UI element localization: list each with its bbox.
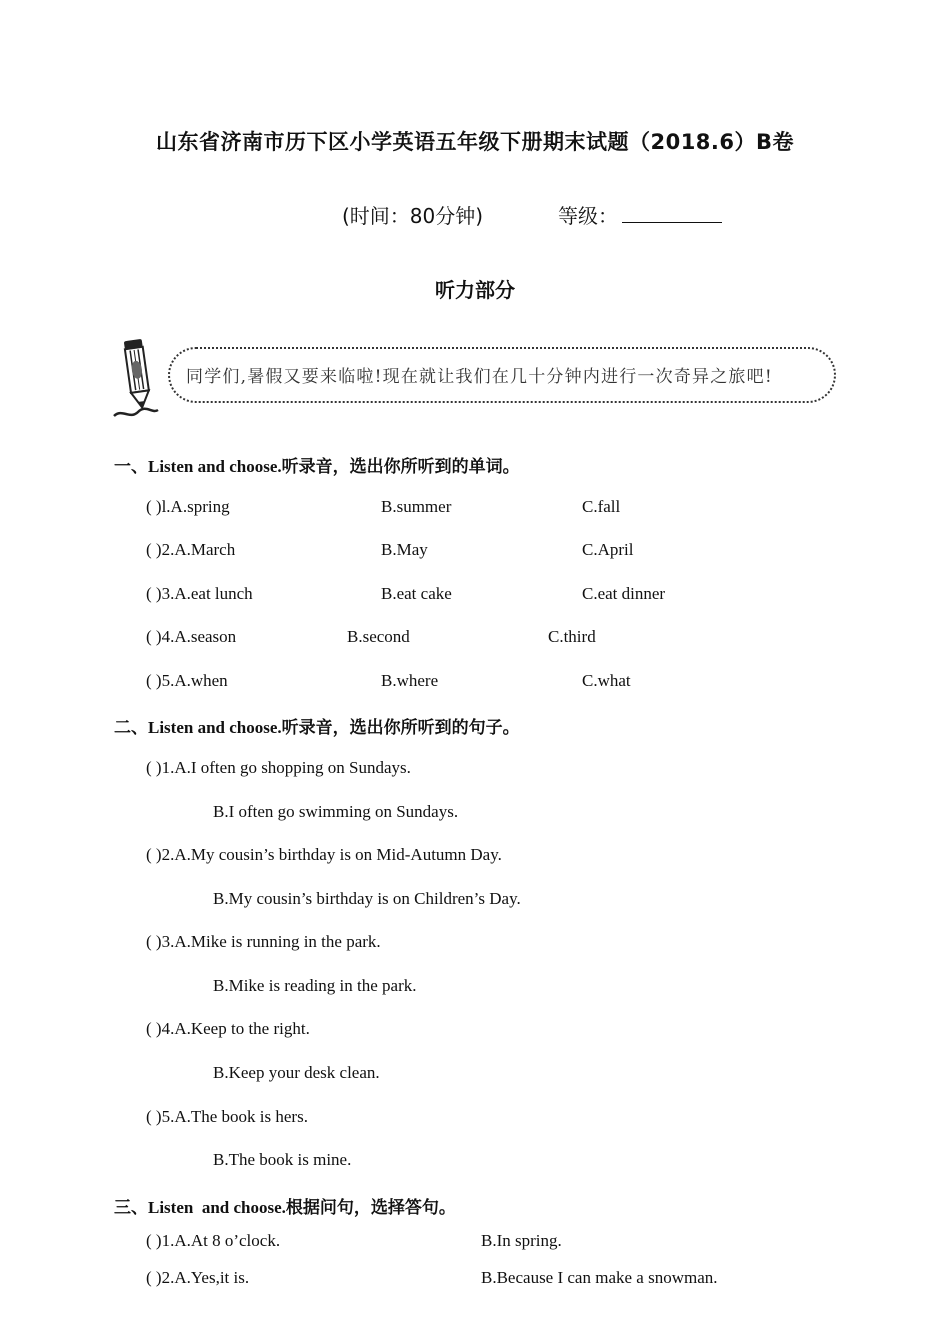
s1-q1-b: B.summer xyxy=(381,497,452,516)
section1-en: Listen and choose. xyxy=(148,457,282,476)
s2-q2-b: B.My cousin’s birthday is on Children’s Day. xyxy=(213,889,521,908)
s2-q3-a: ( )3.A.Mike is running in the park. xyxy=(146,932,381,951)
s1-q3-a: ( )3.A.eat lunch xyxy=(146,584,253,603)
s1-q3-b: B.eat cake xyxy=(381,584,452,603)
s1-q1-a: ( )l.A.spring xyxy=(146,497,230,516)
s2-q5-b: B.The book is mine. xyxy=(213,1150,352,1169)
s3-q2-b: B.Because I can make a snowman. xyxy=(481,1268,718,1287)
s2-q1-b: B.I often go swimming on Sundays. xyxy=(213,802,459,821)
s1-q2-c: C.April xyxy=(582,540,634,559)
s1-q4-c: C.third xyxy=(548,627,596,646)
pencil-icon xyxy=(108,338,164,422)
section2-num: 二、 xyxy=(114,718,148,738)
s3-q1-a: ( )1.A.At 8 o’clock. xyxy=(146,1231,281,1250)
listening-header: 听力部分 xyxy=(435,278,515,302)
s2-q1-a: ( )1.A.I often go shopping on Sundays. xyxy=(146,758,411,777)
s1-q5-c: C.what xyxy=(582,671,631,690)
section1-cn: 听录音，选出你所听到的单词。 xyxy=(281,457,520,477)
s1-q3-c: C.eat dinner xyxy=(582,584,666,603)
section1-heading xyxy=(114,452,520,477)
s2-q4-a: ( )4.A.Keep to the right. xyxy=(146,1019,310,1038)
s1-q5-a: ( )5.A.when xyxy=(146,671,228,690)
section3-en: Listen and choose. xyxy=(148,1198,286,1217)
s1-q5-b: B.where xyxy=(381,671,439,690)
s1-q2-b: B.May xyxy=(381,540,428,559)
s3-q2-a: ( )2.A.Yes,it is. xyxy=(146,1268,250,1287)
s2-q3-b: B.Mike is reading in the park. xyxy=(213,976,417,995)
section2-cn: 听录音，选出你所听到的句子。 xyxy=(281,718,520,738)
intro-text: 同学们,暑假又要来临啦!现在就让我们在几十分钟内进行一次奇异之旅吧! xyxy=(186,367,773,387)
section2-en: Listen and choose. xyxy=(148,718,282,737)
grade-blank xyxy=(622,204,722,223)
s1-q4-b: B.second xyxy=(347,627,410,646)
section1-num: 一、 xyxy=(114,457,148,477)
grade-label: 等级： xyxy=(558,204,618,228)
s1-q1-c: C.fall xyxy=(582,497,621,516)
s2-q5-a: ( )5.A.The book is hers. xyxy=(146,1107,308,1126)
s1-q4-a: ( )4.A.season xyxy=(146,627,237,646)
s1-q2-a: ( )2.A.March xyxy=(146,540,236,559)
s2-q2-a: ( )2.A.My cousin’s birthday is on Mid-Autumn Day. xyxy=(146,845,502,864)
section3-num: 三、 xyxy=(114,1198,148,1218)
s3-q1-b: B.In spring. xyxy=(481,1231,562,1250)
time-label: (时间：80分钟) xyxy=(342,204,484,228)
section2-heading xyxy=(114,713,520,738)
grade-field xyxy=(558,200,722,229)
page-title: 山东省济南市历下区小学英语五年级下册期末试题（2018.6）B卷 xyxy=(155,130,795,154)
s2-q4-b: B.Keep your desk clean. xyxy=(213,1063,380,1082)
section3-heading xyxy=(114,1193,456,1218)
section3-cn: 根据问句，选择答句。 xyxy=(285,1198,456,1218)
